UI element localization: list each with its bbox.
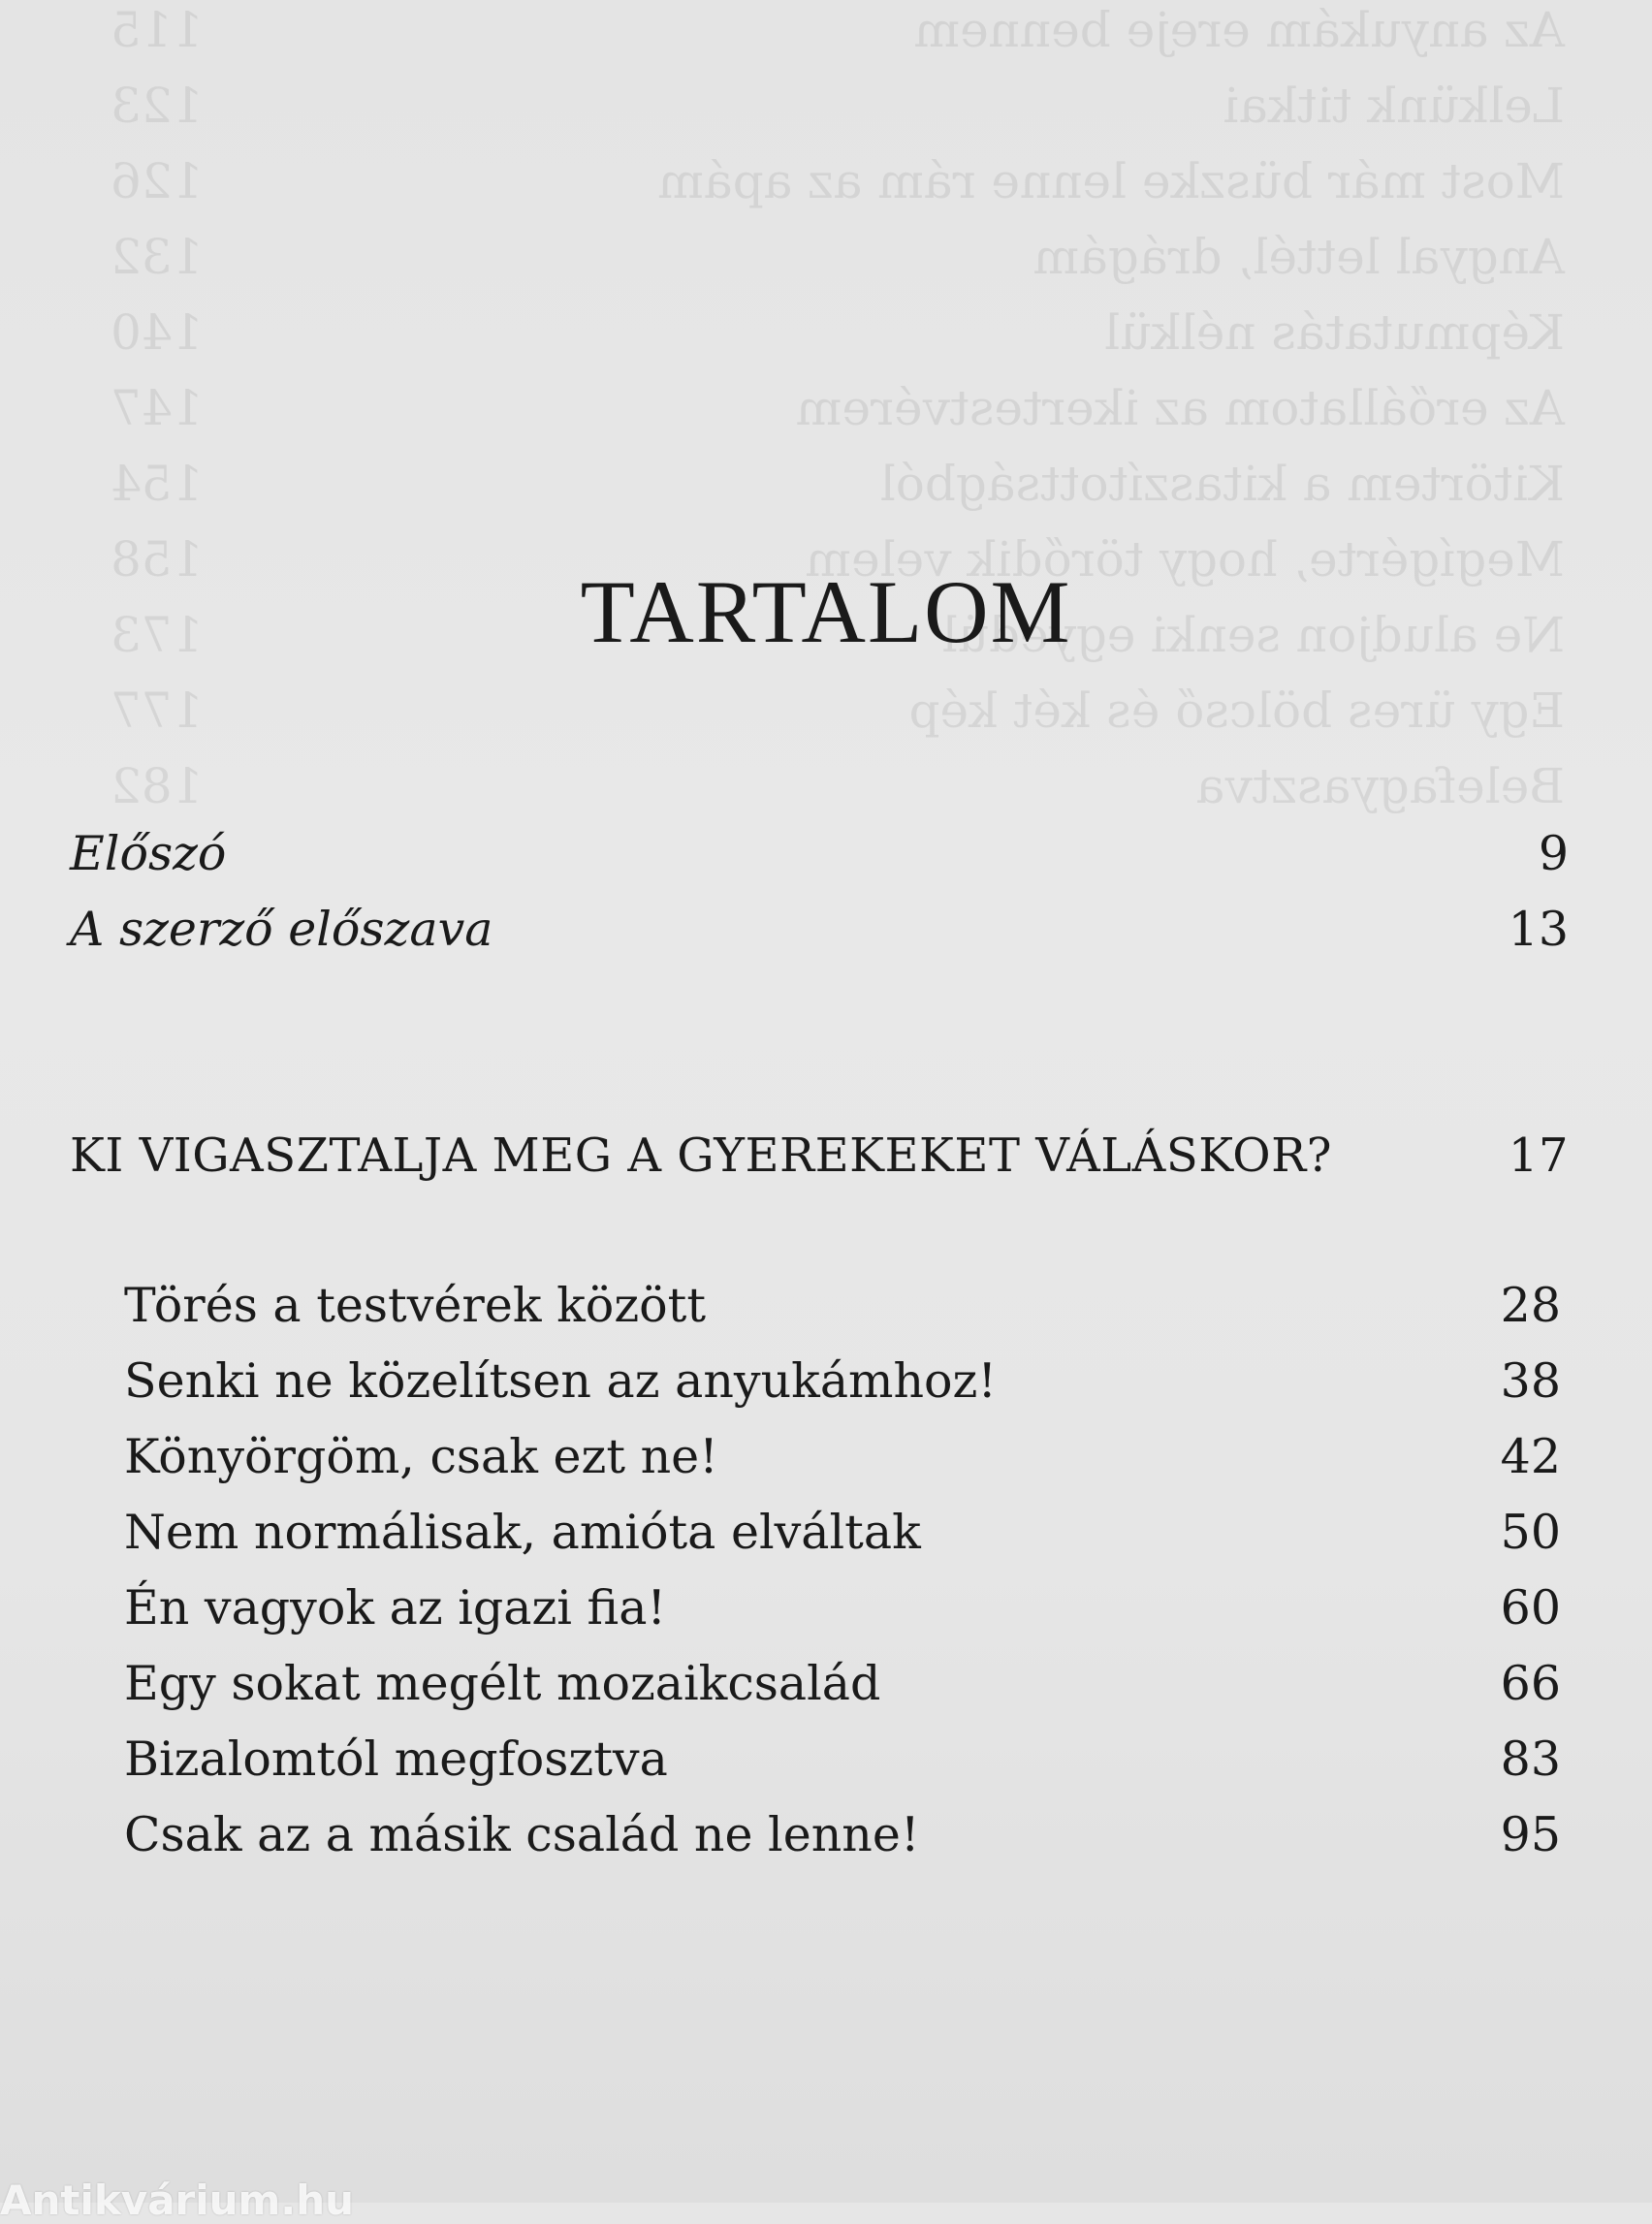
toc-chapter-page: 28 [1500, 1278, 1561, 1333]
show-through-line: Megígérte, hogy törődik velem 158 [111, 531, 1565, 588]
toc-entry-label: Előszó [70, 826, 227, 881]
show-through-line: Az anyukám ereje bennem 115 [111, 2, 1565, 58]
toc-chapter-label: Könyörgöm, csak ezt ne! [124, 1429, 718, 1484]
toc-entry-foreword [70, 826, 1569, 894]
toc-entry-label: A szerző előszava [70, 902, 493, 957]
toc-entry-author-foreword [70, 902, 1569, 969]
show-through-line: Kitörtem a kitaszítottságból 154 [111, 456, 1565, 512]
toc-section-label: KI VIGASZTALJA MEG A GYEREKEKET VÁLÁSKOR? [70, 1128, 1333, 1183]
toc-chapter-row [124, 1505, 1561, 1573]
toc-chapter-row [124, 1732, 1561, 1799]
toc-chapter-page: 95 [1500, 1807, 1561, 1862]
toc-chapter-row [124, 1580, 1561, 1648]
page-title: TARTALOM [580, 562, 1072, 661]
toc-chapter-label: Senki ne közelítsen az anyukámhoz! [124, 1353, 998, 1409]
toc-chapter-page: 66 [1500, 1656, 1561, 1711]
toc-entry-page: 9 [1538, 826, 1569, 881]
toc-chapter-label: Csak az a másik család ne lenne! [124, 1807, 920, 1862]
toc-chapter-label: Bizalomtól megfosztva [124, 1732, 668, 1787]
toc-section-page: 17 [1508, 1128, 1569, 1183]
show-through-line: Képmutatás nélkül 140 [111, 304, 1565, 361]
show-through-line: Egy üres bölcső és két kép 177 [111, 683, 1565, 739]
show-through-line: Az erőállatom az ikertestvérem 147 [111, 380, 1565, 436]
toc-chapter-label: Nem normálisak, amióta elváltak [124, 1505, 921, 1560]
show-through-line: Ne aludjon senki egyedül 173 [111, 607, 1565, 663]
show-through-line: Lelkünk titkai 123 [111, 78, 1565, 134]
show-through-line: Angyal lettél, drágám 132 [111, 229, 1565, 285]
toc-chapter-label: Törés a testvérek között [124, 1278, 707, 1333]
show-through-line: Most már büszke lenne rám az apám 126 [111, 153, 1565, 209]
toc-chapter-row [124, 1656, 1561, 1724]
toc-section-heading [70, 1128, 1569, 1196]
toc-chapter-page: 42 [1500, 1429, 1561, 1484]
toc-entry-page: 13 [1508, 902, 1569, 957]
toc-chapter-row [124, 1429, 1561, 1497]
toc-chapter-page: 50 [1500, 1505, 1561, 1560]
toc-chapter-row [124, 1807, 1561, 1875]
toc-chapter-row [124, 1278, 1561, 1346]
toc-chapter-label: Én vagyok az igazi fia! [124, 1580, 667, 1636]
toc-chapter-page: 60 [1500, 1580, 1561, 1636]
toc-chapter-page: 38 [1500, 1353, 1561, 1409]
watermark: Antikvárium.hu [0, 2176, 355, 2224]
toc-chapter-row [124, 1353, 1561, 1421]
toc-chapter-label: Egy sokat megélt mozaikcsalád [124, 1656, 881, 1711]
show-through-line: Belefagyasztva 182 [111, 758, 1565, 814]
toc-chapter-page: 83 [1500, 1732, 1561, 1787]
